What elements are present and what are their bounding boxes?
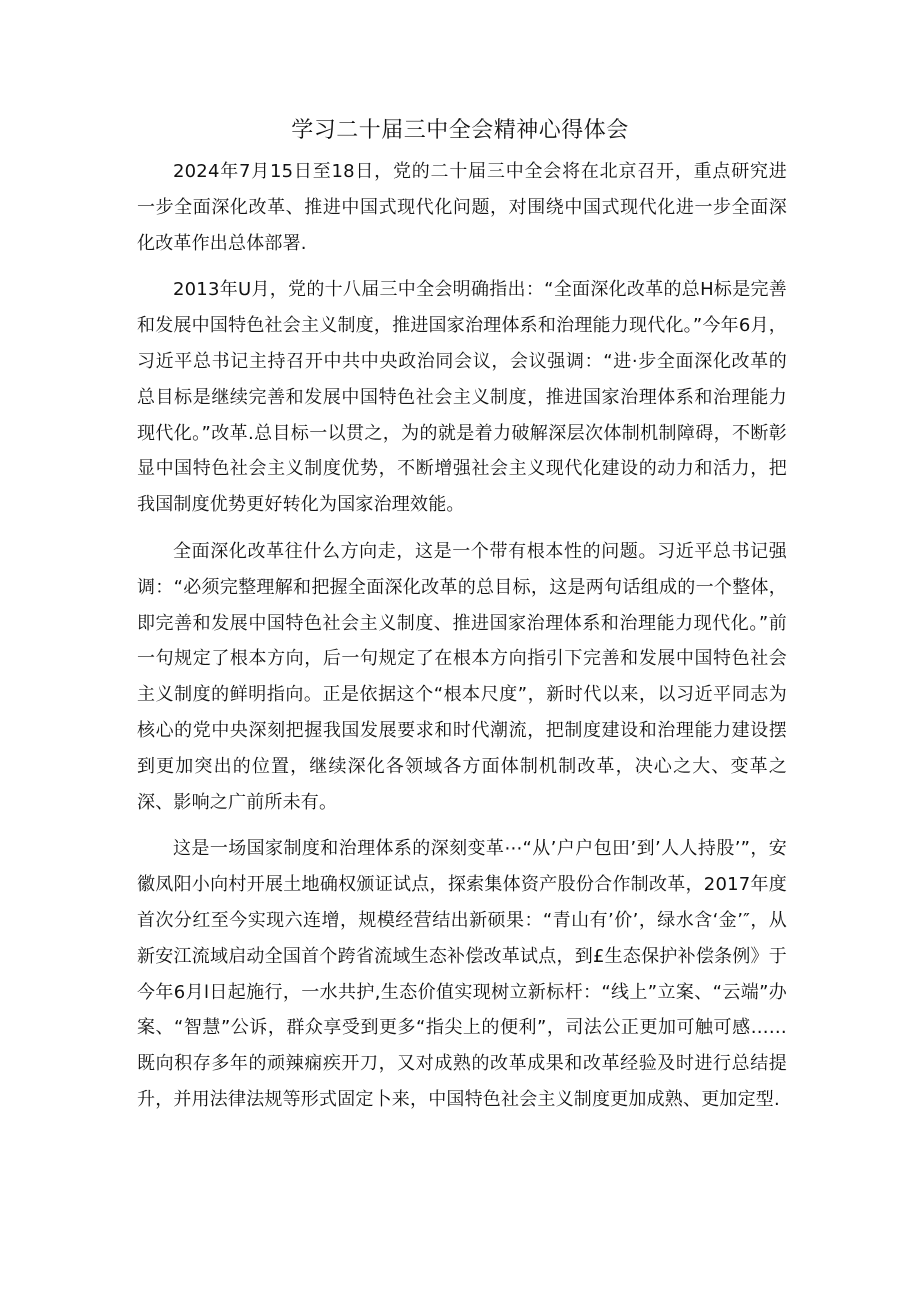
document-title: 学习二十届三中全会精神心得体会 [291,118,629,143]
paragraph-4: 这是一场国家制度和治理体系的深刻变革⋯“从’户户包田’到’人人持股’”，安徽凤阳小向村开展土地确权颁证试点，探索集体资产股份合作制改革，2017年度首次分红至今实现六连增，规模经营结出新硕果：“青山有’价’，绿水含‘金’″，从新安江流域启动全国首个跨省流域生态补偿改革试点，到£生态保护补偿条例》于今年6月l日起施行，一水共护,生态价值实现树立新标杆：“线上”立案、“云端”办案、“智慧”公诉，群众享受到更多“指尖上的便利”，司法公正更加可触可感……既向积存多年的顽辣痫疾开刀，又对成熟的改革成果和改革经验及时进行总结提升，并用法律法规等形式固定卜来，中国特色社会主义制度更加成熟、更加定型. [137,838,787,1110]
paragraph-2: 2013年U月，党的十八届三中全会明确指出：“全面深化改革的总H标是完善和发展中国特色社会主义制度，推进国家治理体系和治理能力现代化。”今年6月，习近平总书记主持召开中共中央政治同会议，会议强调：“进·步全面深化改革的总目标是继续完善和发展中国特色社会主义制度，推进国家治理体系和治理能力现代化。”改革.总目标一以贯之，为的就是着力破解深层次体制机制障碍，不断彰显中国特色社会主义制度优势，不断增强社会主义现代化建设的动力和活力，把我国制度优势更好转化为国家治理效能。 [137,279,787,516]
paragraph-3: 全面深化改革往什么方向走，这是一个带有根本性的问题。习近平总书记强调：“必须完整理解和把握全面深化改革的总目标，这是两句话组成的一个整体，即完善和发展中国特色社会主义制度、推进国家治理体系和治理能力现代化。”前一句规定了根本方向，后一句规定了在根本方向指引下完善和发展中国特色社会主义制度的鲜明指向。正是依据这个“根本尺度”，新时代以来，以习近平同志为核心的党中央深刻把握我国发展要求和时代潮流，把制度建设和治理能力建设摆到更加突出的位置，继续深化各领域各方面体制机制改革，决心之大、变革之深、影响之广前所未有。 [137,540,787,813]
paragraph-1: 2024年7月15日至18日，党的二十届三中全会将在北京召开，重点研究进一步全面深化改革、推进中国式现代化问题，对围绕中国式现代化进一步全面深化改革作出总体部署. [137,161,787,254]
document-body [137,154,787,1129]
